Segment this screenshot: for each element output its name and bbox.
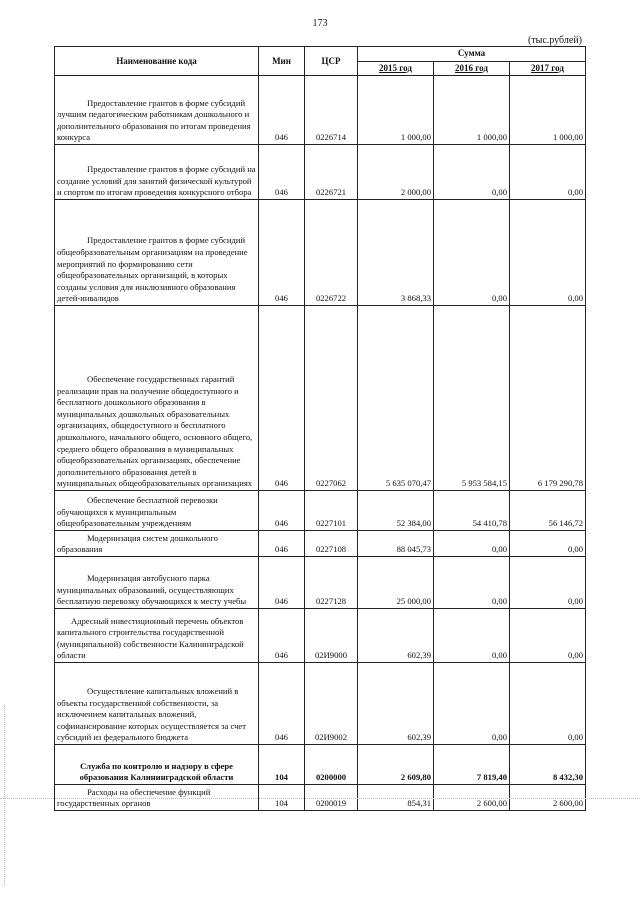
row-min: 104 — [259, 785, 305, 811]
row-2017: 0,00 — [510, 531, 586, 557]
row-2016: 0,00 — [434, 609, 510, 663]
row-csr: 0226722 — [305, 200, 358, 306]
row-2017: 0,00 — [510, 145, 586, 200]
row-2016: 7 819,40 — [434, 745, 510, 785]
row-min: 046 — [259, 76, 305, 145]
row-csr: 0226721 — [305, 145, 358, 200]
row-2015: 1 000,00 — [358, 76, 434, 145]
table-row-total — [55, 745, 586, 785]
row-2017: 0,00 — [510, 557, 586, 609]
row-csr: 02И9000 — [305, 609, 358, 663]
row-2015: 25 000,00 — [358, 557, 434, 609]
row-2017: 56 146,72 — [510, 491, 586, 531]
row-min: 046 — [259, 609, 305, 663]
row-name: Обеспечение государственных гарантий реализации прав на получение общедоступного и бесплатного дошкольного образования в муниципальных дошкольных образовательных организациях, общедоступного и бесплатного дошкольного, начального общего, основного общего, среднего общего образования в муниципальных общеобразовательных организациях, обеспечение дополнительного образования детей в муниципальных общеобразовательных организациях — [55, 306, 259, 491]
row-min: 046 — [259, 200, 305, 306]
row-2016: 0,00 — [434, 557, 510, 609]
header-name: Наименование кода — [55, 47, 259, 76]
row-2015: 5 635 070,47 — [358, 306, 434, 491]
row-2016: 0,00 — [434, 531, 510, 557]
row-name: Модернизация систем дошкольного образования — [55, 531, 259, 557]
row-name: Модернизация автобусного парка муниципальных образований, осуществляющих бесплатную перевозку обучающихся к месту учебы — [55, 557, 259, 609]
row-min: 046 — [259, 306, 305, 491]
table-row — [55, 557, 586, 609]
row-min: 104 — [259, 745, 305, 785]
row-2016: 2 600,00 — [434, 785, 510, 811]
units-label: (тыс.рублей) — [527, 35, 582, 46]
budget-table — [54, 46, 586, 811]
row-min: 046 — [259, 663, 305, 745]
header-2017: 2017 год — [510, 61, 586, 76]
table-row — [55, 306, 586, 491]
row-name: Обеспечение бесплатной перевозки обучающихся к муниципальным общеобразовательным учреждениям — [55, 491, 259, 531]
row-2016: 0,00 — [434, 663, 510, 745]
row-2017: 0,00 — [510, 663, 586, 745]
header-min: Мин — [259, 47, 305, 76]
row-2016: 54 410,78 — [434, 491, 510, 531]
table-row — [55, 145, 586, 200]
row-csr: 0227128 — [305, 557, 358, 609]
row-min: 046 — [259, 145, 305, 200]
row-min: 046 — [259, 531, 305, 557]
row-2017: 6 179 290,78 — [510, 306, 586, 491]
row-csr: 0200019 — [305, 785, 358, 811]
row-2015: 602,39 — [358, 663, 434, 745]
row-2016: 0,00 — [434, 145, 510, 200]
row-2017: 1 000,00 — [510, 76, 586, 145]
row-csr: 0227101 — [305, 491, 358, 531]
table-row — [55, 491, 586, 531]
table-row — [55, 200, 586, 306]
row-2015: 52 384,00 — [358, 491, 434, 531]
table-row — [55, 531, 586, 557]
header-2015: 2015 год — [358, 61, 434, 76]
row-min: 046 — [259, 557, 305, 609]
row-csr: 02И9002 — [305, 663, 358, 745]
row-name: Предоставление грантов в форме субсидий общеобразовательным организациям на проведение мероприятий по формированию сети общеобразовательных организаций, в которых созданы условия для инклюзивного образования детей-инвалидов — [55, 200, 259, 306]
row-name: Предоставление грантов в форме субсидий лучшим педагогическим работникам дошкольного и дополнительного образования по итогам проведения конкурса — [55, 76, 259, 145]
row-2015: 602,39 — [358, 609, 434, 663]
row-2017: 8 432,30 — [510, 745, 586, 785]
row-name: Адресный инвестиционный перечень объектов капитального строительства государственной (муниципальной) собственности Калининградской области — [55, 609, 259, 663]
header-sum: Сумма — [358, 47, 586, 62]
row-2015: 3 868,33 — [358, 200, 434, 306]
table-row — [55, 76, 586, 145]
row-name: Служба по контролю и надзору в сфере образования Калининградской области — [55, 745, 259, 785]
row-name: Расходы на обеспечение функций государственных органов — [55, 785, 259, 811]
scan-artifact-line — [0, 798, 640, 799]
row-2017: 0,00 — [510, 609, 586, 663]
row-2017: 0,00 — [510, 200, 586, 306]
row-csr: 0226714 — [305, 76, 358, 145]
row-2015: 2 000,00 — [358, 145, 434, 200]
row-2016: 0,00 — [434, 200, 510, 306]
row-name: Предоставление грантов в форме субсидий на создание условий для занятий физической культурой и спортом по итогам проведения конкурсного отбора — [55, 145, 259, 200]
header-csr: ЦСР — [305, 47, 358, 76]
row-csr: 0227062 — [305, 306, 358, 491]
row-2015: 854,31 — [358, 785, 434, 811]
row-2016: 1 000,00 — [434, 76, 510, 145]
scan-artifact-margin — [4, 705, 5, 885]
row-2017: 2 600,00 — [510, 785, 586, 811]
row-csr: 0200000 — [305, 745, 358, 785]
row-2016: 5 953 584,15 — [434, 306, 510, 491]
header-2016: 2016 год — [434, 61, 510, 76]
row-2015: 88 045,73 — [358, 531, 434, 557]
page-number: 173 — [312, 18, 328, 29]
table-row — [55, 663, 586, 745]
row-name: Осуществление капитальных вложений в объекты государственной собственности, за исключением капитальных вложений, софинансирование которых осуществляется за счет субсидий из федерального бюджета — [55, 663, 259, 745]
row-min: 046 — [259, 491, 305, 531]
row-csr: 0227108 — [305, 531, 358, 557]
table-row — [55, 609, 586, 663]
row-2015: 2 609,80 — [358, 745, 434, 785]
